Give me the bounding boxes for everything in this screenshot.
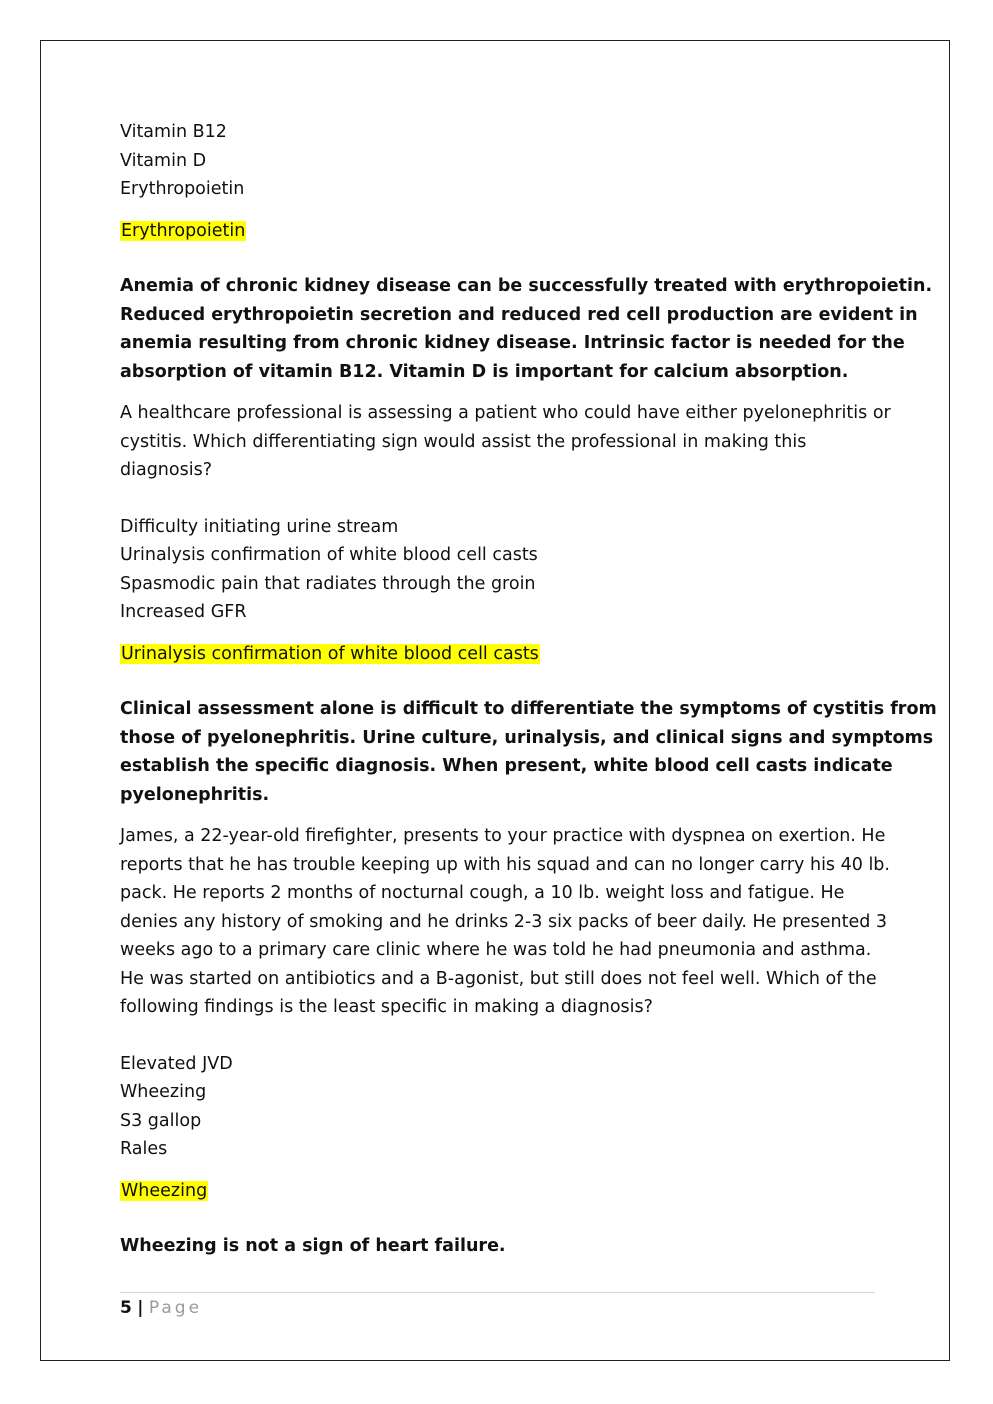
q3-question [120,822,890,1022]
q2-option: Urinalysis confirmation of white blood cell casts [120,545,538,565]
q2-explanation-line: those of pyelonephritis. Urine culture, urinalysis, and clinical signs and symptoms [120,727,934,748]
q3-answer-line [120,1177,880,1206]
q2-answer-line [120,640,880,669]
q3-question-line: reports that he has trouble keeping up with his squad and can no longer carry his 40 lb. [120,854,890,875]
q3-option: Wheezing [120,1082,207,1102]
q3-answer: Wheezing [121,1180,208,1201]
document-body [120,118,937,1261]
q2-option: Increased GFR [120,602,247,622]
q1-answer: Erythropoietin [121,220,246,241]
page-number: 5 [120,1298,132,1318]
q1-explanation-line: absorption of vitamin B12. Vitamin D is important for calcium absorption. [120,361,849,382]
q3-options [120,1050,880,1164]
q1-explanation-line: Anemia of chronic kidney disease can be successfully treated with erythropoietin. [120,276,933,296]
page-label: Page [148,1298,203,1318]
q2-options [120,513,880,627]
q3-question-line: following findings is the least specific in making a diagnosis? [120,997,653,1017]
q2-explanation [120,695,937,809]
q3-option: Rales [120,1139,168,1159]
q3-explanation [120,1232,880,1261]
q1-option: Vitamin B12 [120,122,227,142]
q2-answer: Urinalysis confirmation of white blood cell casts [121,643,539,664]
q2-option: Spasmodic pain that radiates through the groin [120,573,536,594]
q2-explanation-line: establish the specific diagnosis. When present, white blood cell casts indicate [120,756,893,776]
q3-explanation-line: Wheezing is not a sign of heart failure. [120,1236,506,1256]
footer-separator: | [137,1298,144,1318]
q2-option: Difficulty initiating urine stream [120,516,399,537]
q2-question-line: A healthcare professional is assessing a patient who could have either pyelonephritis or [120,403,891,423]
q3-question-line: James, a 22-year-old firefighter, presents to your practice with dyspnea on exertion. He [120,826,886,846]
q1-option: Erythropoietin [120,179,245,199]
q2-explanation-line: pyelonephritis. [120,784,270,805]
q1-explanation [120,272,933,386]
q2-question-line: cystitis. Which differentiating sign would assist the professional in making this [120,431,807,452]
q3-question-line: weeks ago to a primary care clinic where he was told he had pneumonia and asthma. [120,940,872,960]
q3-question-line: pack. He reports 2 months of nocturnal cough, a 10 lb. weight loss and fatigue. He [120,883,845,903]
q3-question-line: He was started on antibiotics and a B-agonist, but still does not feel well. Which of the [120,968,877,989]
q3-option: S3 gallop [120,1110,202,1131]
q1-options [120,118,880,204]
q1-explanation-line: anemia resulting from chronic kidney disease. Intrinsic factor is needed for the [120,333,905,353]
q2-question [120,399,891,485]
q1-answer-line [120,217,880,246]
footer-divider [120,1292,875,1293]
q2-question-line: diagnosis? [120,460,212,480]
q1-option: Vitamin D [120,150,207,171]
q3-option: Elevated JVD [120,1053,233,1074]
q3-question-line: denies any history of smoking and he drinks 2-3 six packs of beer daily. He presented 3 [120,911,888,932]
page-footer [120,1296,202,1320]
q2-explanation-line: Clinical assessment alone is difficult to differentiate the symptoms of cystitis from [120,699,937,719]
q1-explanation-line: Reduced erythropoietin secretion and reduced red cell production are evident in [120,304,918,325]
